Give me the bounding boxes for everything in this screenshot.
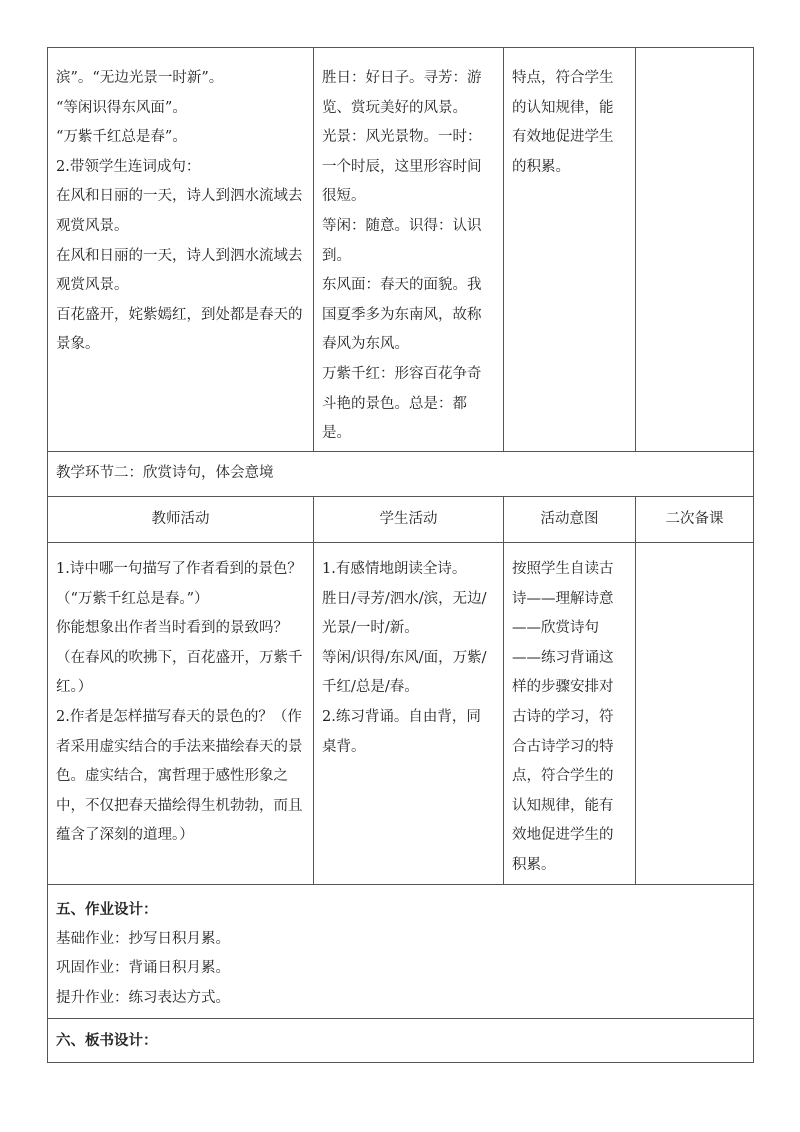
text-line: “等闲识得东风面”。 [56, 99, 187, 116]
text-line: 胜日：好日子。寻芳：游览、赏玩美好的风景。 [322, 70, 482, 116]
activity-intent-cell [504, 543, 636, 885]
header-activity-intent: 活动意图 [504, 497, 636, 543]
text-line: 在风和日丽的一天，诗人到泗水流域去观赏风景。 [56, 247, 303, 294]
text-line: 按照学生自读古诗——理解诗意——欣赏诗句——练习背诵这样的步骤安排对古诗的学习，符合古诗学习的特点，符合学生的认知规律，能有效地促进学生的积累。 [512, 561, 614, 873]
second-prep-cell [636, 543, 754, 885]
student-activity-cell [314, 543, 504, 885]
homework-item: 基础作业：抄写日积月累。 [56, 930, 230, 947]
board-design-title: 六、板书设计： [48, 1019, 754, 1063]
text-line: 胜日/寻芳/泗水/滨，无边/光景/一时/新。 [322, 590, 487, 637]
homework-title: 五、作业设计： [56, 901, 158, 918]
text-line: 1.诗中哪一句描写了作者看到的景色？（“万紫千红总是春。”） [56, 561, 302, 607]
text-line: 万紫千红：形容百花争奇斗艳的景色。总是：都是。 [322, 365, 482, 442]
teacher-activity-cell [48, 543, 314, 885]
header-student-activity: 学生活动 [314, 497, 504, 543]
table-row [48, 885, 754, 1019]
text-line: 特点，符合学生的认知规律，能有效地促进学生的积累。 [512, 70, 614, 175]
homework-item: 巩固作业：背诵日积月累。 [56, 960, 230, 977]
lesson-plan-table [47, 47, 754, 1063]
text-line: 滨”。“无边光景一时新”。 [56, 70, 224, 86]
text-line: 在风和日丽的一天，诗人到泗水流域去观赏风景。 [56, 188, 303, 234]
table-row [48, 452, 754, 497]
table-row [48, 1019, 754, 1063]
second-prep-cell [636, 48, 754, 452]
text-line: 等闲/识得/东风/面，万紫/千红/总是/春。 [322, 649, 487, 696]
text-line: 2.练习背诵。自由背，同桌背。 [322, 708, 481, 755]
text-line: 等闲：随意。识得：认识到。 [322, 217, 482, 264]
text-line: 百花盛开，姹紫嫣红，到处都是春天的景象。 [56, 306, 303, 353]
teacher-activity-cell [48, 48, 314, 452]
section-two-title: 教学环节二：欣赏诗句，体会意境 [48, 452, 754, 497]
table-row [48, 48, 754, 452]
text-line: 2.带领学生连词成句： [56, 158, 201, 175]
header-teacher-activity: 教师活动 [48, 497, 314, 543]
text-line: 你能想象出作者当时看到的景致吗？（在春风的吹拂下，百花盛开，万紫千红。） [56, 620, 303, 696]
text-line: 东风面：春天的面貌。我国夏季多为东南风，故称春风为东风。 [322, 277, 482, 353]
text-line: 光景：风光景物。一时：一个时辰，这里形容时间很短。 [322, 129, 482, 205]
homework-item: 提升作业：练习表达方式。 [56, 989, 230, 1006]
table-row [48, 543, 754, 885]
text-line: “万紫千红总是春”。 [56, 129, 187, 146]
activity-intent-cell [504, 48, 636, 452]
homework-cell [48, 885, 754, 1019]
text-line: 1.有感情地朗读全诗。 [322, 561, 467, 577]
text-line: 2.作者是怎样描写春天的景色的？（作者采用虚实结合的手法来描绘春天的景色。虚实结合，寓哲理于感性形象之中，不仅把春天描绘得生机勃勃，而且蕴含了深刻的道理。） [56, 708, 303, 844]
header-second-prep: 二次备课 [636, 497, 754, 543]
header-row [48, 497, 754, 543]
student-activity-cell [314, 48, 504, 452]
